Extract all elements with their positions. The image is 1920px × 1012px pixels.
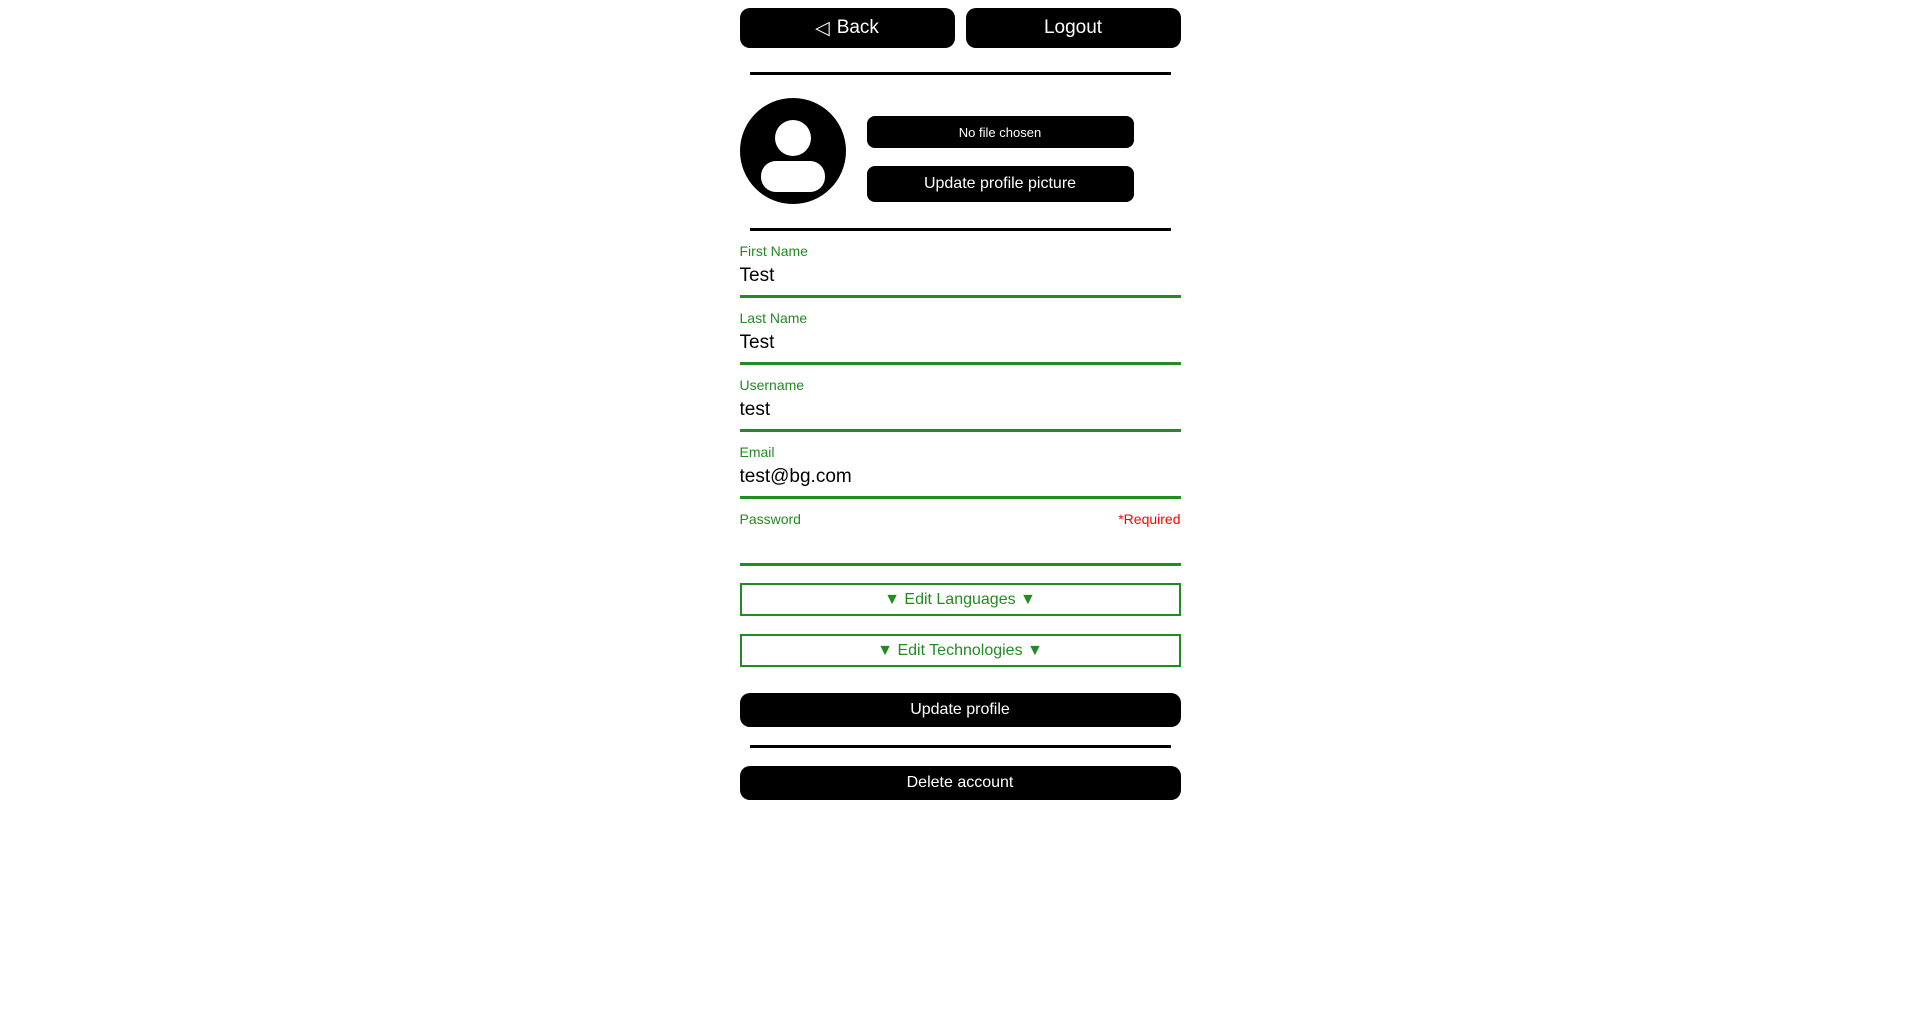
person-silhouette-icon (740, 98, 846, 204)
field-password (740, 511, 1181, 566)
update-profile-picture-button[interactable]: Update profile picture (867, 166, 1134, 202)
profile-picture-section (740, 98, 1181, 204)
edit-technologies-toggle[interactable]: ▼ Edit Technologies ▼ (740, 634, 1181, 667)
top-button-row (740, 8, 1181, 48)
file-input-button[interactable]: No file chosen (867, 116, 1134, 148)
divider-above-form (750, 228, 1171, 231)
password-label: Password (739, 511, 801, 527)
username-label: Username (739, 377, 805, 393)
first-name-label: First Name (739, 243, 808, 259)
password-input[interactable] (740, 528, 1181, 566)
divider-above-delete (750, 745, 1171, 748)
avatar-buttons (867, 98, 1134, 202)
field-username (740, 377, 1181, 432)
password-required-note: *Required (1118, 511, 1181, 527)
profile-page (740, 0, 1181, 800)
back-button-label: Back (836, 17, 879, 38)
email-label: Email (739, 444, 775, 460)
last-name-label: Last Name (739, 310, 808, 326)
back-triangle-icon: ◁ (815, 17, 830, 39)
back-button[interactable] (740, 8, 955, 48)
field-first-name (740, 243, 1181, 298)
field-email (740, 444, 1181, 499)
delete-account-button[interactable]: Delete account (740, 766, 1181, 800)
divider-top (750, 72, 1171, 75)
password-label-row (740, 511, 1181, 528)
logout-button-label: Logout (1043, 17, 1103, 38)
logout-button[interactable] (966, 8, 1181, 48)
field-last-name (740, 310, 1181, 365)
edit-languages-toggle[interactable]: ▼ Edit Languages ▼ (740, 583, 1181, 616)
profile-form (740, 243, 1181, 727)
update-profile-button[interactable]: Update profile (740, 693, 1181, 727)
email-input[interactable] (740, 461, 1181, 499)
username-input[interactable] (740, 394, 1181, 432)
first-name-input[interactable] (740, 260, 1181, 298)
avatar (740, 98, 846, 204)
last-name-input[interactable] (740, 327, 1181, 365)
